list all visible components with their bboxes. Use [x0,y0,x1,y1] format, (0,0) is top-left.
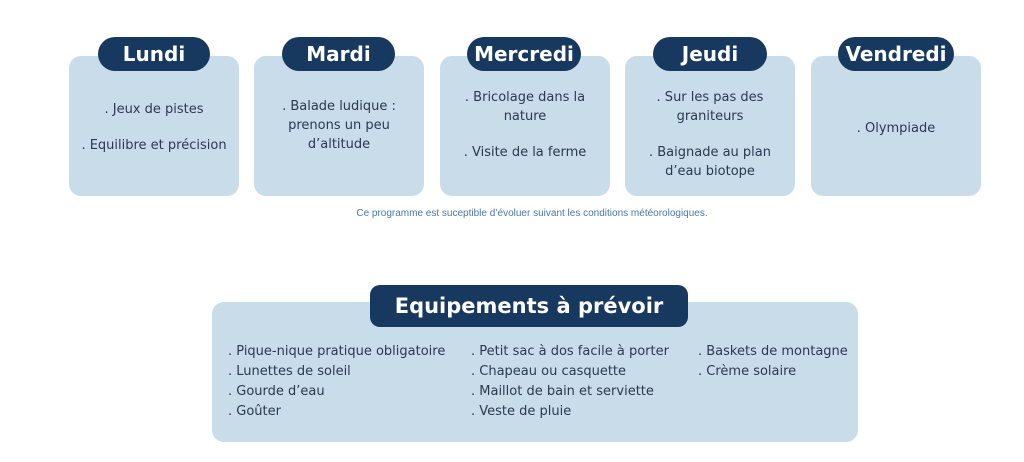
day-items-jeudi [625,88,795,181]
day-items-vendredi [811,119,981,138]
day-item: d’eau biotope [665,164,755,179]
day-items-lundi [69,100,239,155]
day-card-jeudi [625,56,795,196]
day-item: . Jeux de pistes [104,102,204,117]
day-card-lundi [69,56,239,196]
equipment-item: . Gourde d’eau [228,384,325,399]
equipment-item: . Veste de pluie [471,404,572,419]
equipment-item: . Crème solaire [698,364,797,379]
day-items-mercredi [440,88,610,162]
equipment-item: . Petit sac à dos facile à porter [471,344,669,359]
equipment-item: . Lunettes de soleil [228,364,351,379]
day-item: . Balade ludique : [282,99,396,114]
day-item: prenons un peu [288,118,390,133]
day-card-vendredi [811,56,981,196]
day-items-mardi [254,97,424,154]
day-card-mardi [254,56,424,196]
equipment-item: . Chapeau ou casquette [471,364,627,379]
day-title-jeudi: Jeudi [653,37,767,71]
equipment-item: . Pique-nique pratique obligatoire [228,344,446,359]
day-item: . Visite de la ferme [463,145,587,160]
day-item: . Olympiade [856,121,936,136]
equipment-column-1 [228,342,445,422]
day-item: . Equilibre et précision [81,138,227,153]
day-item: d’altitude [307,137,371,152]
equipment-item: . Goûter [228,404,281,419]
day-item: nature [503,109,547,124]
weather-disclaimer: Ce programme est suceptible d’évoluer suivant les conditions météorologiques. [356,208,708,219]
day-card-mercredi [440,56,610,196]
day-title-lundi: Lundi [98,37,210,71]
equipment-item: . Baskets de montagne [698,344,848,359]
day-item: . Bricolage dans la [464,90,586,105]
equipment-column-2 [471,342,669,422]
day-item: . Baignade au plan [648,145,771,160]
day-title-vendredi: Vendredi [838,37,954,71]
equipment-title: Equipements à prévoir [370,285,688,327]
day-title-mardi: Mardi [282,37,395,71]
equipment-column-3 [698,342,848,382]
day-item: graniteurs [676,109,744,124]
day-item: . Sur les pas des [656,90,764,105]
day-title-mercredi: Mercredi [467,37,581,71]
equipment-item: . Maillot de bain et serviette [471,384,654,399]
